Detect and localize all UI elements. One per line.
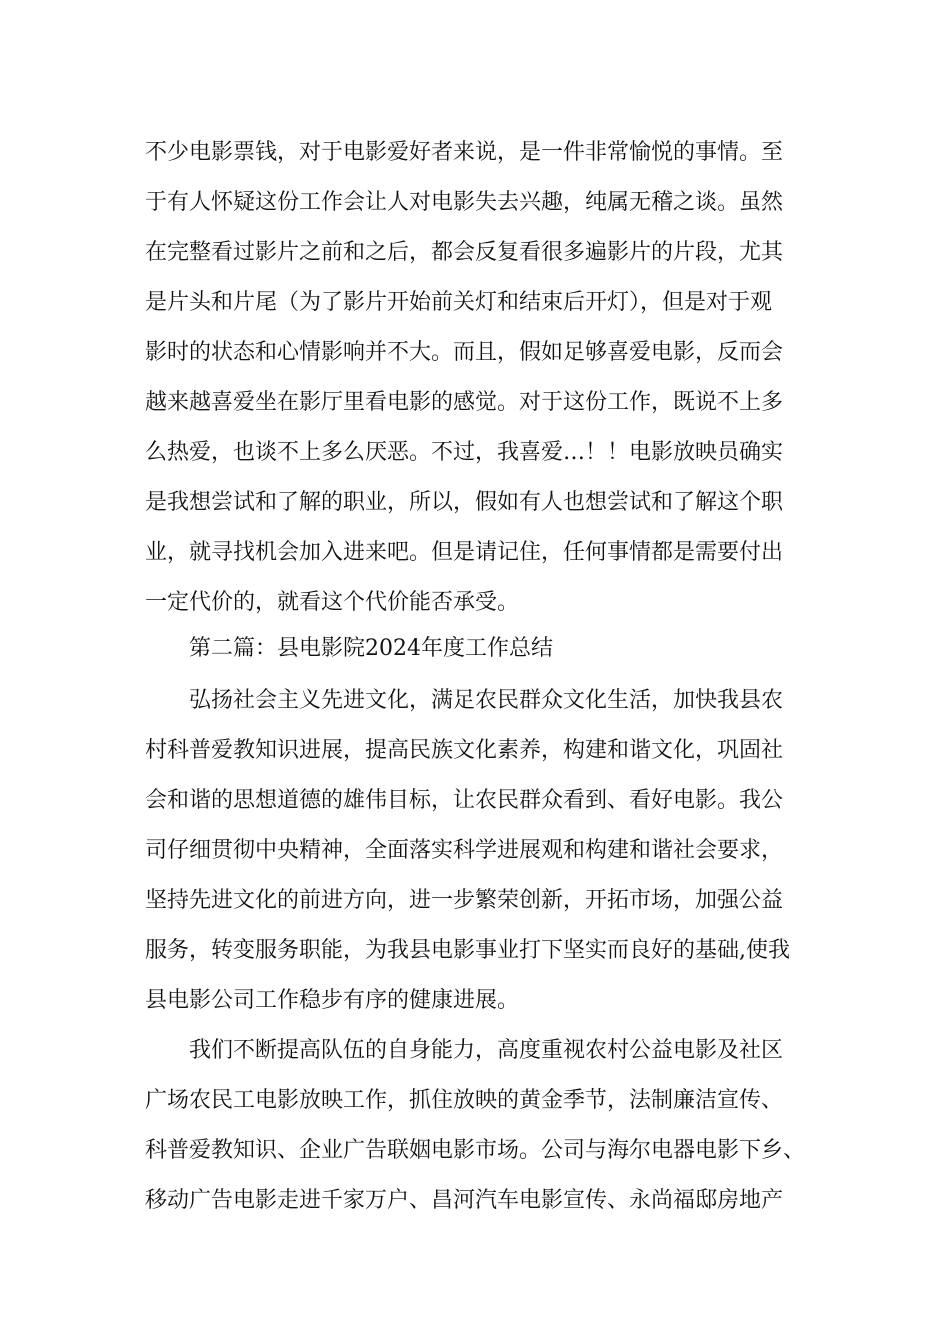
paragraph-2-line: 司仔细贯彻中央精神，全面落实科学进展观和构建和谐社会要求，: [145, 838, 784, 863]
paragraph-1-line: 是我想尝试和了解的职业，所以，假如有人也想尝试和了解这个职: [145, 490, 784, 515]
paragraph-3-line: 我们不断提高队伍的自身能力，高度重视农村公益电影及社区: [189, 1038, 784, 1063]
paragraph-3-line: 移动广告电影走进千家万户、昌河汽车电影宣传、永尚福邸房地产: [145, 1188, 784, 1213]
paragraph-1-line: 业，就寻找机会加入进来吧。但是请记住，任何事情都是需要付出: [145, 540, 784, 565]
section-heading: 第二篇：县电影院2024年度工作总结: [189, 636, 553, 661]
paragraph-2-line: 服务，转变服务职能，为我县电影事业打下坚实而良好的基础,使我: [145, 938, 790, 963]
paragraph-2-line: 县电影公司工作稳步有序的健康进展。: [145, 988, 520, 1013]
paragraph-2-line: 会和谐的思想道德的雄伟目标，让农民群众看到、看好电影。我公: [145, 788, 784, 813]
paragraph-1-line: 越来越喜爱坐在影厅里看电影的感觉。对于这份工作，既说不上多: [145, 390, 784, 415]
paragraph-2-line: 弘扬社会主义先进文化，满足农民群众文化生活，加快我县农: [189, 688, 784, 713]
paragraph-2-line: 村科普爱教知识进展，提高民族文化素养，构建和谐文化，巩固社: [145, 738, 784, 763]
paragraph-2-line: 坚持先进文化的前进方向，进一步繁荣创新，开拓市场，加强公益: [145, 888, 784, 913]
paragraph-3-line: 广场农民工电影放映工作，抓住放映的黄金季节，法制廉洁宣传、: [145, 1088, 784, 1113]
paragraph-1-line: 不少电影票钱，对于电影爱好者来说，是一件非常愉悦的事情。至: [145, 140, 784, 165]
paragraph-1-line: 于有人怀疑这份工作会让人对电影失去兴趣，纯属无稽之谈。虽然: [145, 190, 784, 215]
paragraph-1-line: 影时的状态和心情影响并不大。而且，假如足够喜爱电影，反而会: [145, 340, 784, 365]
paragraph-1-line: 一定代价的，就看这个代价能否承受。: [145, 590, 520, 615]
paragraph-1-line: 么热爱，也谈不上多么厌恶。不过，我喜爱…！！电影放映员确实: [145, 440, 784, 465]
paragraph-1-line: 在完整看过影片之前和之后，都会反复看很多遍影片的片段，尤其: [145, 240, 784, 265]
paragraph-3-line: 科普爱教知识、企业广告联姻电影市场。公司与海尔电器电影下乡、: [145, 1138, 806, 1163]
paragraph-1-line: 是片头和片尾（为了影片开始前关灯和结束后开灯），但是对于观: [145, 290, 773, 315]
